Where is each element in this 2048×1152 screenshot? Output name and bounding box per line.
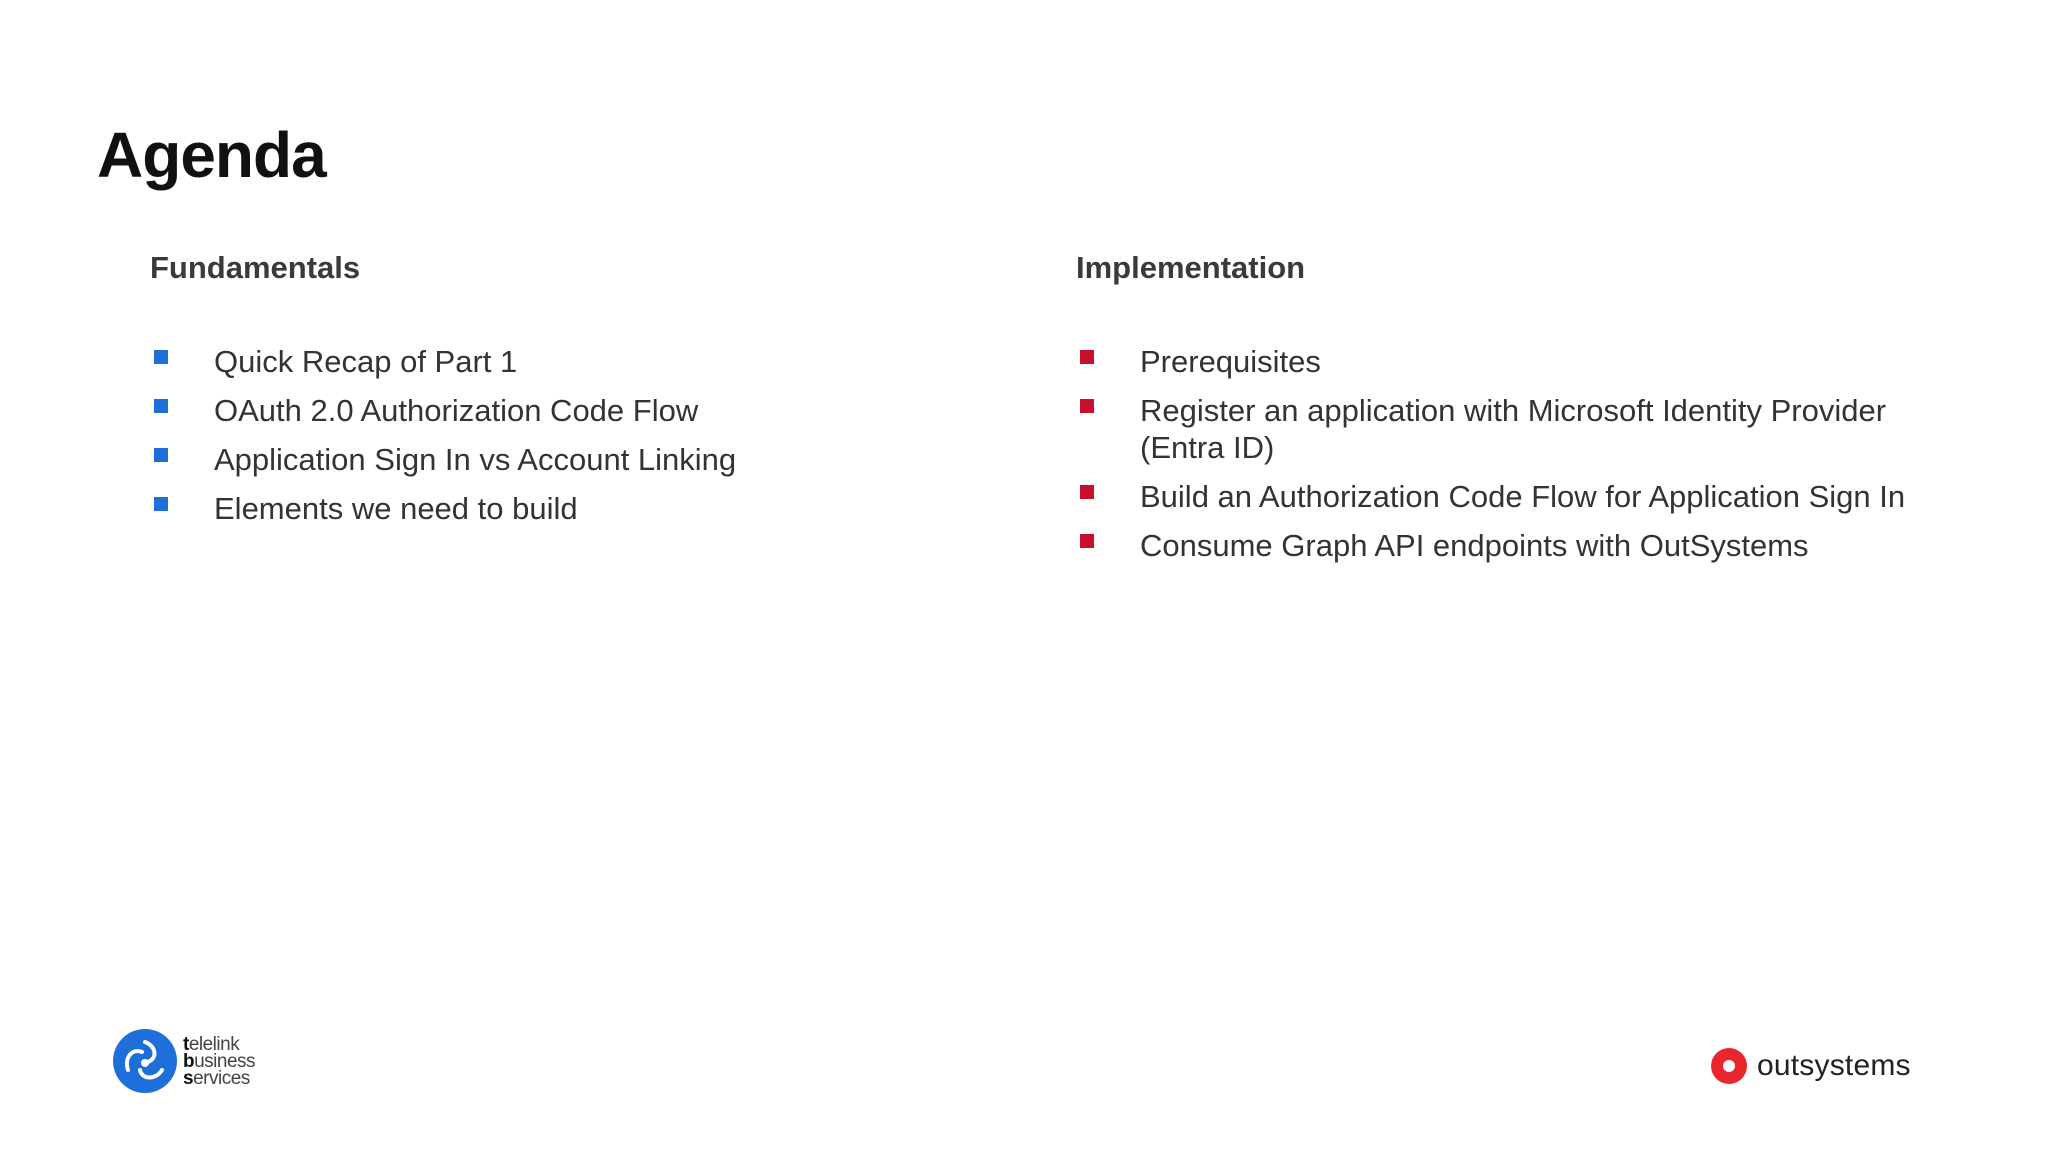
logo-initial: b [183,1050,195,1072]
list-item-text: Consume Graph API endpoints with OutSystems [1140,528,1809,563]
telelink-wordmark [183,1033,256,1089]
outsystems-ring-icon [1710,1047,1748,1085]
list-item-text: Quick Recap of Part 1 [214,344,518,379]
logo-word: elelink [188,1033,240,1055]
fundamentals-heading: Fundamentals [150,250,361,285]
logo-initial: s [183,1067,194,1089]
list-item [150,441,950,478]
square-bullet-icon [154,497,168,511]
outsystems-logo [1710,1047,1911,1085]
logo-word: usiness [194,1050,256,1072]
list-item [150,490,950,527]
telelink-emblem-icon [112,1028,178,1094]
implementation-list [1076,343,1976,576]
list-item [150,392,950,429]
implementation-heading: Implementation [1076,250,1306,285]
implementation-column [1076,248,1976,563]
telelink-logo [112,1028,255,1094]
square-bullet-icon [1080,350,1094,364]
fundamentals-list [150,343,950,539]
square-bullet-icon [154,399,168,413]
square-bullet-icon [154,448,168,462]
logo-initial: t [183,1033,189,1055]
list-item-text: Application Sign In vs Account Linking [214,442,737,477]
logo-word: ervices [193,1067,250,1089]
list-item-text: OAuth 2.0 Authorization Code Flow [214,393,699,428]
list-item [1076,392,1976,466]
list-item-text: Elements we need to build [214,491,578,526]
square-bullet-icon [1080,485,1094,499]
list-item [1076,527,1976,564]
outsystems-wordmark: outsystems [1757,1049,1911,1082]
list-item-text: Build an Authorization Code Flow for Application Sign In [1140,479,1906,514]
list-item [150,343,950,380]
fundamentals-column [150,248,950,526]
square-bullet-icon [154,350,168,364]
list-item-text: Register an application with Microsoft Identity Provider (Entra ID) [1140,393,1887,465]
list-item [1076,343,1976,380]
square-bullet-icon [1080,534,1094,548]
list-item [1076,478,1976,515]
list-item-text: Prerequisites [1140,344,1321,379]
slide-title: Agenda [97,119,326,191]
square-bullet-icon [1080,399,1094,413]
